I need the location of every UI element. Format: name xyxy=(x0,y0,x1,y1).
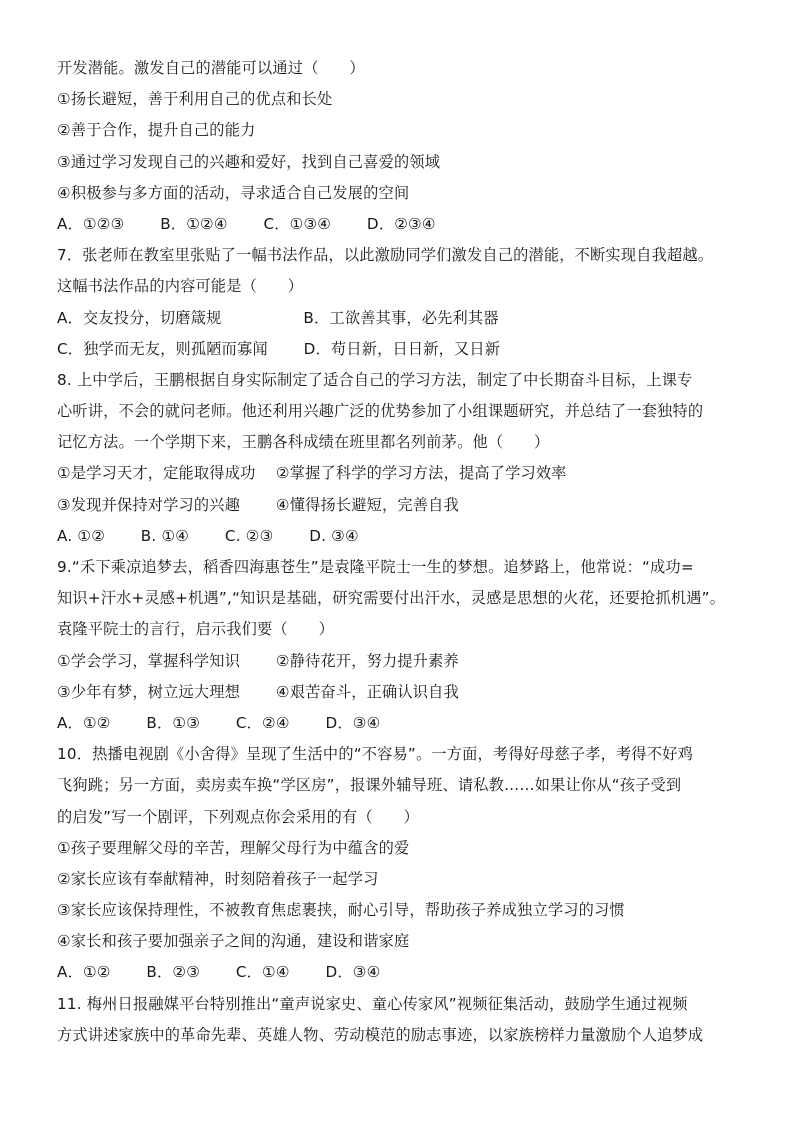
question-9-statements-34: ③少年有梦，树立远大理想 ④艰苦奋斗，正确认识自我 xyxy=(57,682,459,701)
question-10-statement-3: ③家长应该保持理性，不被教育焦虑裹挟，耐心引导，帮助孩子养成独立学习的习惯 xyxy=(57,901,625,920)
statement-2: ②善于合作，提升自己的能力 xyxy=(57,121,256,140)
question-8-statements-34: ③发现并保持对学习的兴趣 ④懂得扬长避短，完善自我 xyxy=(57,495,459,514)
statement-4: ④积极参与多方面的活动，寻求适合自己发展的空间 xyxy=(57,183,410,202)
exam-page xyxy=(57,58,747,1056)
question-7-stem-line-2: 这幅书法作品的内容可能是（ ） xyxy=(57,277,304,296)
question-10-statement-2: ②家长应该有奉献精神，时刻陪着孩子一起学习 xyxy=(57,869,379,888)
question-8-stem: 8. 上中学后，王鹏根据自身实际制定了适合自己的学习方法，制定了中长期奋斗目标，上课专 xyxy=(57,370,693,389)
statement-1: ①扬长避短，善于利用自己的优点和长处 xyxy=(57,90,333,109)
question-6-stem-continued: 开发潜能。激发自己的潜能可以通过（ ） xyxy=(57,59,365,77)
question-11-stem-line-2: 方式讲述家族中的革命先辈、英雄人物、劳动模范的励志事迹，以家族榜样力量激励个人追梦成 xyxy=(57,1025,704,1044)
question-10-stem-line-3: 的启发”写一个剧评，下列观点你会采用的有（ ） xyxy=(57,807,419,826)
question-8-options: A. ①② B. ①④ C. ②③ D. ③④ xyxy=(57,526,359,545)
question-10-statement-1: ①孩子要理解父母的辛苦，理解父母行为中蕴含的爱 xyxy=(57,838,410,857)
question-9-statements-12: ①学会学习，掌握科学知识 ②静待花开，努力提升素养 xyxy=(57,651,459,670)
question-6-options: A．①②③ B．①②④ C．①③④ D．②③④ xyxy=(57,214,436,233)
question-9-stem-line-2: 知识+汗水+灵感+机遇”,“知识是基础，研究需要付出汗水，灵感是思想的火花，还要抢抓机遇”。 xyxy=(57,589,726,608)
question-7-stem: 7．张老师在教室里张贴了一幅书法作品，以此激励同学们激发自己的潜能，不断实现自我超越。 xyxy=(57,246,714,265)
question-9-stem-line-3: 袁隆平院士的言行，启示我们要（ ） xyxy=(57,620,334,639)
question-7-options-ab: A．交友投分，切磨箴规 B．工欲善其事，必先利其器 xyxy=(57,308,499,327)
question-7-options-cd: C．独学而无友，则孤陋而寡闻 D．苟日新，日日新，又日新 xyxy=(57,339,501,358)
question-9-stem: 9.“禾下乘凉追梦去，稻香四海惠苍生”是袁隆平院士一生的梦想。追梦路上，他常说：“成功= xyxy=(57,558,694,576)
question-9-options: A．①② B．①③ C．②④ D．③④ xyxy=(57,713,381,732)
question-11-stem: 11. 梅州日报融媒平台特别推出“童声说家史、童心传家风”视频征集活动，鼓励学生通过视频 xyxy=(57,994,688,1013)
question-10-statement-4: ④家长和孩子要加强亲子之间的沟通，建设和谐家庭 xyxy=(57,932,410,951)
question-10-options: A．①② B．②③ C．①④ D．③④ xyxy=(57,963,381,982)
question-10-stem: 10．热播电视剧《小舍得》呈现了生活中的“不容易”。一方面，考得好母慈子孝，考得不好鸡 xyxy=(57,745,693,764)
question-10-stem-line-2: 飞狗跳；另一方面，卖房卖车换“学区房”，报课外辅导班、请私教……如果让你从“孩子受到 xyxy=(57,776,682,795)
question-8-stem-line-3: 记忆方法。一个学期下来，王鹏各科成绩在班里都名列前茅。他（ ） xyxy=(57,433,550,452)
question-8-stem-line-2: 心听讲，不会的就问老师。他还利用兴趣广泛的优势参加了小组课题研究，并总结了一套独特的 xyxy=(57,402,704,421)
statement-3: ③通过学习发现自己的兴趣和爱好，找到自己喜爱的领域 xyxy=(57,152,441,171)
question-8-statements-12: ①是学习天才，定能取得成功 ②掌握了科学的学习方法，提高了学习效率 xyxy=(57,464,567,483)
